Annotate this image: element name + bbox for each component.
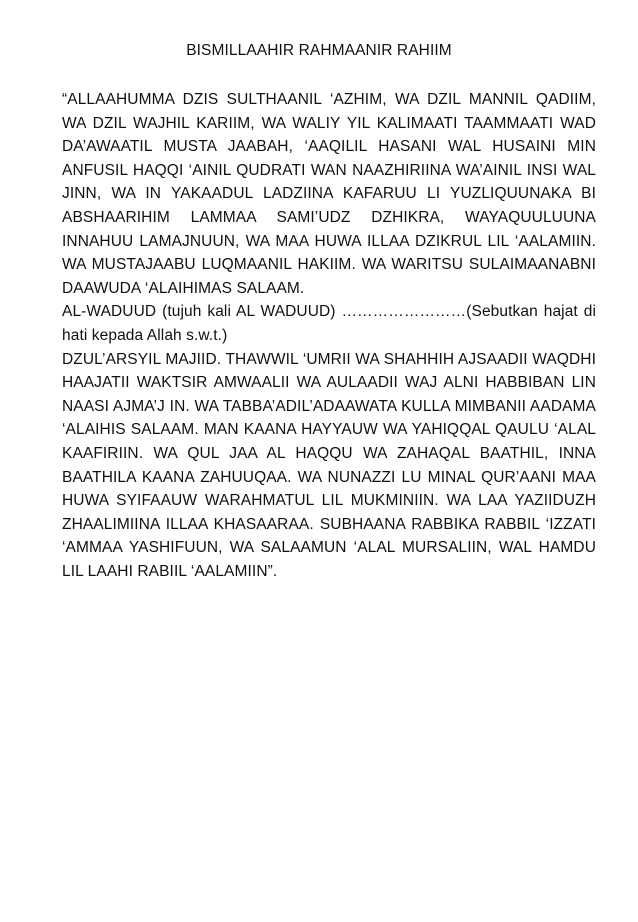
prayer-paragraph-instruction: AL-WADUUD (tujuh kali AL WADUUD) ……………………(Sebutkan hajat di hati kepada Allah s.w.t.)	[62, 303, 596, 344]
document-body	[62, 88, 596, 583]
prayer-paragraph-closing: DZUL’ARSYIL MAJIID. THAWWIL ‘UMRII WA SHAHHIH AJSAADII WAQDHI HAAJATII WAKTSIR AMWAALII WA AULAADII WAJ ALNI HABBIBAN LIN NAASI AJMA’J IN. WA TABBA’ADIL’ADAAWATA KULLA MIMBANII AADAMA ‘ALAIHIS SALAAM. MAN KAANA HAYYAUW WA YAHIQQAL QAULU ‘ALAL KAAFIRIIN. WA QUL JAA AL HAQQU WA ZAHAQAL BAATHIL, INNA BAATHILA KAANA ZAHUUQAA. WA NUNAZZI LU MINAL QUR’AANI MAA HUWA SYIFAAUW WARAHMATUL LIL MUKMINIIN. WA LAA YAZIIDUZH ZHAALIMIINA ILLAA KHASAARAA. SUBHAANA RABBIKA RABBIL ‘IZZATI ‘AMMAA YASHIFUUN, WA SALAAMUN ‘ALAL MURSALIIN, WAL HAMDU LIL LAAHI RABIIL ‘AALAMIIN”.	[62, 350, 596, 580]
document-title: BISMILLAAHIR RAHMAANIR RAHIIM	[186, 42, 452, 59]
prayer-paragraph-opening: “ALLAAHUMMA DZIS SULTHAANIL ‘AZHIM, WA DZIL MANNIL QADIIM, WA DZIL WAJHIL KARIIM, WA WALIY YIL KALIMAATI TAAMMAATI WAD DA’AWAATIL MUSTA JAABAH, ‘AAQILIL HASANI WAL HUSAINI MIN ANFUSIL HAQQI ‘AINIL QUDRATI WAN NAAZHIRIINA WA’AINIL INSI WAL JINN, WA IN YAKAADUL LADZIINA KAFARUU LI YUZLIQUUNAKA BI ABSHAARIHIM LAMMAA SAMI’UDZ DZHIKRA, WAYAQUULUUNA INNAHUU LAMAJNUUN, WA MAA HUWA ILLAA DZIKRUL LIL ‘AALAMIIN. WA MUSTAJAABU LUQMAANIL HAKIIM. WA WARITSU SULAIMAANABNI DAAWUDA ‘ALAIHIMAS SALAAM.	[62, 91, 596, 297]
